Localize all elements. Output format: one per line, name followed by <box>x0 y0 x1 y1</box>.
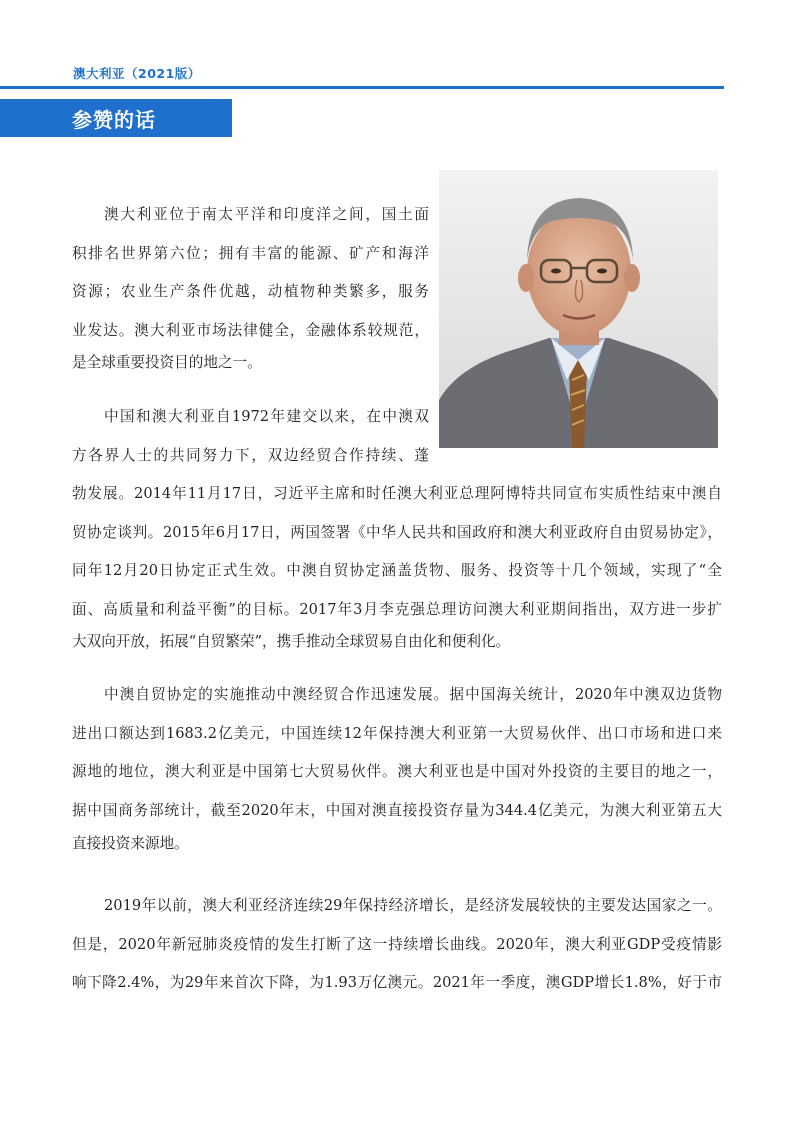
paragraph-1-line-4: 业发达。澳大利亚市场法律健全，金融体系较规范， <box>72 321 429 339</box>
paragraph-1-line-5: 是全球重要投资目的地之一。 <box>72 354 262 371</box>
paragraph-2-block-bottom <box>72 475 722 629</box>
section-title: 参赞的话 <box>72 108 156 132</box>
paragraph-4-line-3: 响下降2.4%，为29年来首次下降，为1.93万亿澳元。2021年一季度，澳GDP增长1.8%，好于市 <box>72 974 722 992</box>
paragraph-2-line-2: 方各界人士的共同努力下，双边经贸合作持续、蓬 <box>72 446 429 464</box>
paragraph-3-line-2: 进出口额达到1683.2亿美元，中国连续12年保持澳大利亚第一大贸易伙伴、出口市场和进口来 <box>72 724 722 742</box>
paragraph-2-block-top <box>72 398 429 475</box>
paragraph-4-block <box>72 887 722 1003</box>
paragraph-3-line-4: 据中国商务部统计，截至2020年末，中国对澳直接投资存量为344.4亿美元，为澳大利亚第五大 <box>72 801 722 819</box>
paragraph-1-block <box>72 196 429 350</box>
paragraph-3-line-3: 源地的地位，澳大利亚是中国第七大贸易伙伴。澳大利亚也是中国对外投资的主要目的地之一， <box>72 763 722 781</box>
header-rule <box>0 86 724 89</box>
counsellor-portrait <box>439 170 718 448</box>
running-header: 澳大利亚（2021版） <box>73 66 201 81</box>
paragraph-1-line-1: 澳大利亚位于南太平洋和印度洋之间，国土面 <box>104 206 429 223</box>
paragraph-4-line-2: 但是，2020年新冠肺炎疫情的发生打断了这一持续增长曲线。2020年，澳大利亚GDP受疫情影 <box>72 935 722 953</box>
paragraph-1-line-2: 积排名世界第六位；拥有丰富的能源、矿产和海洋 <box>72 244 429 262</box>
paragraph-2-line-4: 贸协定谈判。2015年6月17日，两国签署《中华人民共和国政府和澳大利亚政府自由贸易协定》， <box>72 523 722 541</box>
paragraph-2-line-3: 勃发展。2014年11月17日，习近平主席和时任澳大利亚总理阿博特共同宣布实质性结束中澳自 <box>72 485 722 502</box>
portrait-image <box>439 170 718 448</box>
paragraph-2-line-5: 同年12月20日协定正式生效。中澳自贸协定涵盖货物、服务、投资等十几个领域，实现了“全 <box>72 562 722 580</box>
paragraph-3-line-1: 中澳自贸协定的实施推动中澳经贸合作迅速发展。据中国海关统计，2020年中澳双边货物 <box>104 686 722 703</box>
paragraph-2-line-1: 中国和澳大利亚自1972年建交以来，在中澳双 <box>104 408 429 425</box>
paragraph-4-line-1: 2019年以前，澳大利亚经济连续29年保持经济增长，是经济发展较快的主要发达国家之一。 <box>104 897 722 914</box>
paragraph-1-line-3: 资源；农业生产条件优越，动植物种类繁多，服务 <box>72 283 429 301</box>
paragraph-3-line-5: 直接投资来源地。 <box>72 835 189 852</box>
paragraph-2-line-7: 大双向开放，拓展“自贸繁荣”，携手推动全球贸易自由化和便利化。 <box>72 633 511 650</box>
section-banner <box>0 99 232 137</box>
paragraph-2-line-6: 面、高质量和利益平衡”的目标。2017年3月李克强总理访问澳大利亚期间指出，双方进一步扩 <box>72 600 722 618</box>
paragraph-3-block <box>72 676 722 830</box>
